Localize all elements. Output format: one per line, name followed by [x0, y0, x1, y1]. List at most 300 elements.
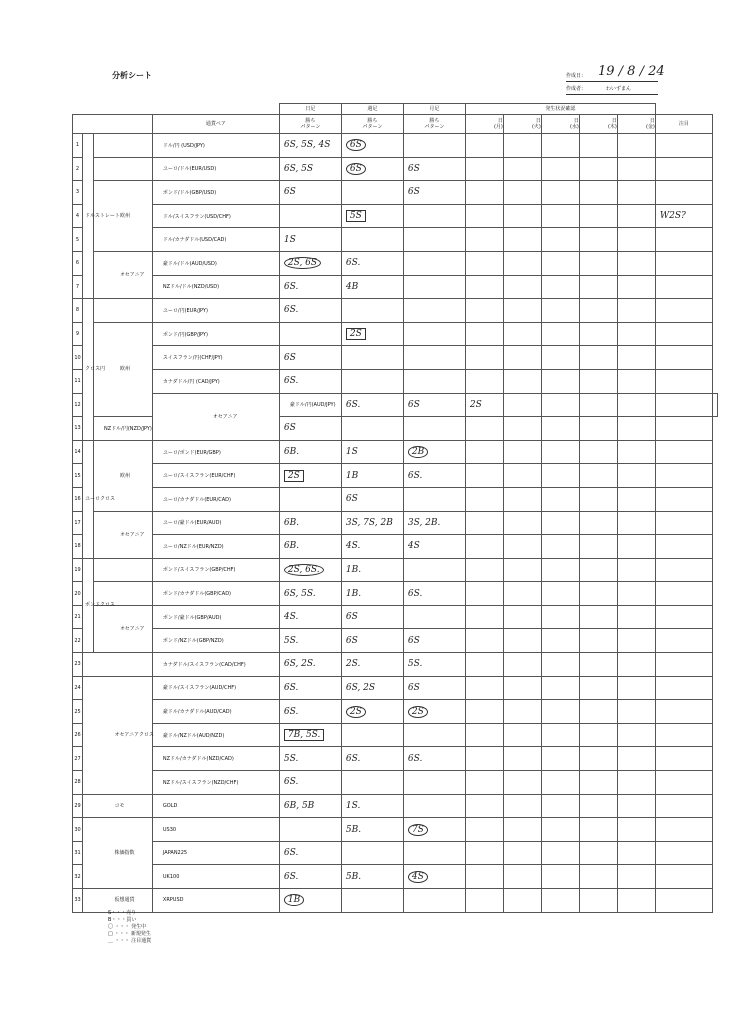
pattern-value: 6S.: [283, 281, 299, 292]
status-day-cell: [465, 818, 503, 842]
note-cell: [655, 653, 712, 677]
status-day-cell: [617, 535, 655, 559]
row-number: 25: [73, 700, 83, 724]
note-cell: [712, 393, 717, 417]
note-cell: [655, 889, 712, 913]
monthly-pattern-cell: [403, 299, 465, 323]
pattern-value: 1S: [345, 447, 358, 458]
monthly-pattern-header: 勝ち パターン: [403, 115, 465, 134]
note-cell: [655, 700, 712, 724]
status-day-cell: [465, 771, 503, 795]
status-day-cell: [579, 723, 617, 747]
pattern-value: 5S: [346, 210, 366, 222]
monthly-pattern-cell: [403, 747, 465, 771]
status-day-cell: [579, 558, 617, 582]
currency-pair: ポンド/カナダドル(GBP/CAD): [152, 582, 279, 606]
group-label: [83, 889, 153, 913]
row-number: 21: [73, 605, 83, 629]
pattern-value: 6B.: [283, 541, 300, 552]
status-day-cell: [465, 251, 503, 275]
status-day-cell: [541, 535, 579, 559]
status-day-cell: [617, 134, 655, 158]
group-label-text: ポンドクロス: [85, 602, 115, 609]
pattern-value: 2S: [346, 328, 366, 340]
pattern-value: 6S: [283, 423, 296, 434]
note-cell: [655, 747, 712, 771]
created-date-line: [566, 81, 658, 82]
status-day-cell: [541, 511, 579, 535]
pattern-value: 2S: [284, 470, 304, 482]
row-number: 18: [73, 535, 83, 559]
monthly-pattern-cell: [403, 251, 465, 275]
status-day-cell: [503, 181, 541, 205]
monthly-pattern-cell: [403, 723, 465, 747]
status-day-cell: [541, 157, 579, 181]
pattern-value: 6S.: [345, 753, 361, 764]
status-day-cell: [579, 322, 617, 346]
currency-pair: GOLD: [152, 794, 279, 818]
weekly-pattern-cell: [341, 134, 403, 158]
status-day-cell: [503, 794, 541, 818]
status-day-cell: [541, 134, 579, 158]
status-day-cell: [617, 299, 655, 323]
pattern-value: 6S.: [407, 753, 423, 764]
legend-square: □ ・・・ 新規発生: [108, 931, 151, 937]
pattern-value: 6S: [345, 612, 358, 623]
status-day-cell: [465, 841, 503, 865]
row-number: 20: [73, 582, 83, 606]
row-number: 3: [73, 181, 83, 205]
status-day-cell: [465, 157, 503, 181]
pattern-value: 2S, 6S: [284, 257, 321, 269]
status-day-cell: [541, 629, 579, 653]
subgroup-label-text: オセアニア: [119, 272, 145, 279]
status-day-cell: [503, 558, 541, 582]
row-number: 26: [73, 723, 83, 747]
currency-pair: ユーロ/カナダドル(EUR/CAD): [152, 487, 279, 511]
note-cell: [655, 558, 712, 582]
status-day-cell: [541, 393, 579, 417]
weekly-pattern-header: 勝ち パターン: [341, 115, 403, 134]
pattern-value: 6S.: [407, 470, 423, 481]
subgroup-empty: [94, 299, 153, 323]
note-cell: [655, 841, 712, 865]
note-cell: W2S?: [655, 204, 712, 228]
daily-pattern-cell: [279, 251, 341, 275]
currency-pair: XRPUSD: [152, 889, 279, 913]
subgroup-label-text: オセアニア: [119, 531, 145, 538]
pattern-value: 6S.: [283, 706, 299, 717]
monthly-pattern-cell: [403, 794, 465, 818]
note-cell: [655, 605, 712, 629]
status-day-cell: [465, 794, 503, 818]
note-cell: [655, 299, 712, 323]
monthly-pattern-cell: [403, 582, 465, 606]
weekly-pattern-cell: [341, 818, 403, 842]
currency-pair: ユーロ/ポンド(EUR/GBP): [152, 440, 279, 464]
status-day-cell: [617, 251, 655, 275]
note-cell: [655, 487, 712, 511]
group-label: [83, 558, 115, 652]
pattern-value: 4B: [345, 281, 359, 292]
author-label: 作成者：: [566, 86, 587, 92]
pattern-value: 6S: [407, 682, 420, 693]
note-cell: [655, 134, 712, 158]
daily-header: 日足: [279, 104, 341, 115]
daily-pattern-cell: [279, 511, 341, 535]
status-day-cell: [465, 322, 503, 346]
weekly-pattern-cell: [341, 794, 403, 818]
subgroup-empty: [94, 558, 153, 582]
monthly-pattern-cell: [403, 464, 465, 488]
pattern-value: 5S.: [283, 753, 299, 764]
status-day-cell: [579, 228, 617, 252]
daily-pattern-cell: [279, 299, 341, 323]
monthly-pattern-cell: [403, 865, 465, 889]
note-header: 注目: [655, 115, 712, 134]
group-label-text: ドルストレート: [85, 213, 120, 220]
group-label: [83, 676, 153, 794]
currency-pair: 豪ドル/円(AUD/JPY): [279, 393, 341, 417]
status-day-cell: [579, 440, 617, 464]
weekly-pattern-cell: [341, 440, 403, 464]
pattern-value: 6S: [345, 635, 358, 646]
status-day-cell: [579, 771, 617, 795]
status-day-cell: [617, 865, 655, 889]
monthly-pattern-cell: [403, 771, 465, 795]
status-day-cell: [617, 794, 655, 818]
status-day-cell: [579, 818, 617, 842]
status-day-cell: [465, 181, 503, 205]
status-day-cell: [465, 629, 503, 653]
weekly-pattern-cell: [341, 369, 403, 393]
row-number: 6: [73, 251, 83, 275]
legend-sell: S・・・売り: [108, 910, 137, 916]
status-day-cell: [465, 889, 503, 913]
day-wed-header: 日 (水): [541, 115, 579, 134]
status-day-cell: [617, 818, 655, 842]
currency-pair: 豪ドル/スイスフラン(AUD/CHF): [152, 676, 279, 700]
status-day-cell: [465, 865, 503, 889]
weekly-pattern-cell: [341, 841, 403, 865]
status-day-cell: [503, 511, 541, 535]
status-day-cell: [541, 417, 579, 441]
status-day-cell: [503, 228, 541, 252]
monthly-pattern-cell: [403, 134, 465, 158]
group-label-text: 仮想通貨: [114, 897, 135, 904]
pattern-value: 1B.: [345, 564, 362, 575]
row-number: 4: [73, 204, 83, 228]
status-day-cell: [617, 747, 655, 771]
monthly-pattern-cell: [403, 558, 465, 582]
status-day-cell: [579, 889, 617, 913]
status-day-cell: [503, 865, 541, 889]
status-day-cell: [465, 464, 503, 488]
weekly-pattern-cell: [403, 393, 465, 417]
daily-pattern-cell: [279, 228, 341, 252]
daily-pattern-cell: [279, 417, 341, 441]
currency-pair: 豪ドル/NZドル(AUD/NZD): [152, 723, 279, 747]
status-day-cell: [579, 157, 617, 181]
status-day-cell: [617, 629, 655, 653]
row-number: 22: [73, 629, 83, 653]
status-day-cell: [541, 865, 579, 889]
monthly-pattern-cell: [403, 535, 465, 559]
status-day-cell: [617, 558, 655, 582]
subgroup-label: [94, 605, 153, 652]
status-day-cell: [465, 204, 503, 228]
monthly-pattern-cell: [403, 228, 465, 252]
status-day-cell: [541, 369, 579, 393]
status-day-cell: [579, 299, 617, 323]
row-number: 32: [73, 865, 83, 889]
status-day-cell: [617, 676, 655, 700]
daily-pattern-cell: [279, 818, 341, 842]
weekly-pattern-cell: [341, 535, 403, 559]
status-day-cell: [579, 653, 617, 677]
status-day-cell: [503, 605, 541, 629]
daily-pattern-cell: [341, 393, 403, 417]
note-cell: [655, 582, 712, 606]
author-line: [566, 94, 658, 95]
daily-pattern-cell: [279, 771, 341, 795]
status-day-cell: [579, 511, 617, 535]
status-day-cell: [541, 605, 579, 629]
note-cell: [655, 275, 712, 299]
currency-pair: ドル/スイスフラン(USD/CHF): [152, 204, 279, 228]
row-number: 28: [73, 771, 83, 795]
status-day-cell: [503, 299, 541, 323]
monthly-pattern-cell: [403, 181, 465, 205]
monthly-pattern-cell: [403, 653, 465, 677]
currency-pair: ドル/カナダドル(USD/CAD): [152, 228, 279, 252]
note-cell: [655, 440, 712, 464]
status-day-cell: [541, 889, 579, 913]
daily-pattern-cell: [279, 865, 341, 889]
status-day-cell: [655, 393, 712, 417]
weekly-pattern-cell: [341, 157, 403, 181]
subgroup-empty: [94, 157, 153, 181]
group-label-text: オセアニアクロス: [114, 732, 154, 739]
status-day-cell: [465, 605, 503, 629]
note-cell: [655, 157, 712, 181]
status-day-cell: [503, 747, 541, 771]
status-day-cell: [465, 747, 503, 771]
pattern-value: 2S.: [345, 659, 361, 670]
status-day-cell: [617, 464, 655, 488]
pattern-value: 6S: [283, 187, 296, 198]
subgroup-label-text: オセアニア: [119, 625, 145, 632]
status-day-cell: [541, 299, 579, 323]
status-day-cell: [541, 841, 579, 865]
pattern-value: 3S, 2B.: [407, 517, 441, 528]
legend-buy: B・・・買い: [108, 917, 137, 923]
daily-pattern-cell: [279, 181, 341, 205]
status-day-cell: [617, 700, 655, 724]
monthly-pattern-cell: [403, 700, 465, 724]
status-day-cell: [465, 487, 503, 511]
subgroup-label: [152, 393, 279, 440]
status-day-cell: [503, 535, 541, 559]
pattern-value: 1B: [345, 470, 359, 481]
pattern-value: 2S, 6S.: [284, 564, 324, 576]
currency-pair: ユーロ/円(EUR/JPY): [152, 299, 279, 323]
status-day-cell: [541, 181, 579, 205]
status-day-cell: [617, 369, 655, 393]
created-date-label: 作成日：: [566, 73, 587, 79]
status-day-cell: [579, 582, 617, 606]
note-cell: [655, 676, 712, 700]
row-number: 16: [73, 487, 83, 511]
currency-pair: ユーロ/豪ドル(EUR/AUD): [152, 511, 279, 535]
note-cell: [655, 464, 712, 488]
status-day-cell: [465, 676, 503, 700]
status-day-cell: [503, 582, 541, 606]
daily-pattern-cell: [279, 653, 341, 677]
note-cell: [655, 369, 712, 393]
pattern-value: 6S, 5S.: [283, 588, 316, 599]
pattern-value: 6S, 5S, 4S: [283, 140, 331, 151]
monthly-pattern-cell: [403, 322, 465, 346]
status-day-cell: [579, 865, 617, 889]
daily-pattern-cell: [279, 629, 341, 653]
currency-pair: US30: [152, 818, 279, 842]
status-day-cell: [617, 511, 655, 535]
weekly-pattern-cell: [341, 558, 403, 582]
currency-pair: ポンド/円(GBP/JPY): [152, 322, 279, 346]
status-day-cell: [617, 181, 655, 205]
pattern-value: 4S: [408, 871, 428, 883]
weekly-pattern-cell: [341, 771, 403, 795]
weekly-pattern-cell: [341, 346, 403, 370]
status-day-cell: [541, 464, 579, 488]
status-day-cell: [541, 700, 579, 724]
status-day-cell: [541, 440, 579, 464]
row-number: 30: [73, 818, 83, 842]
row-number: 8: [73, 299, 83, 323]
day-fri-header: 日 (金): [617, 115, 655, 134]
row-number: 7: [73, 275, 83, 299]
monthly-pattern-cell: [403, 440, 465, 464]
weekly-pattern-cell: [341, 299, 403, 323]
status-day-cell: [617, 605, 655, 629]
monthly-pattern-cell: [403, 275, 465, 299]
group-label: [83, 440, 116, 558]
pattern-value: 6S.: [345, 258, 361, 269]
row-number: 19: [73, 558, 83, 582]
weekly-pattern-cell: [341, 511, 403, 535]
pattern-value: 6S.: [283, 305, 299, 316]
daily-pattern-cell: [279, 535, 341, 559]
row-number: 14: [73, 440, 83, 464]
pattern-value: 2B: [408, 446, 428, 458]
monthly-pattern-cell: [403, 889, 465, 913]
note-cell: [655, 322, 712, 346]
pattern-value: 2S: [346, 706, 366, 718]
monthly-pattern-cell: [403, 605, 465, 629]
weekly-pattern-cell: [341, 582, 403, 606]
weekly-pattern-cell: [341, 605, 403, 629]
currency-pair: NZドル/スイスフラン(NZD/CHF): [152, 771, 279, 795]
status-day-cell: [541, 204, 579, 228]
status-day-cell: [503, 464, 541, 488]
status-day-cell: [503, 771, 541, 795]
status-day-cell: [503, 440, 541, 464]
status-day-cell: [541, 723, 579, 747]
status-day-cell: [617, 275, 655, 299]
status-day-cell: [465, 228, 503, 252]
status-day-cell: [465, 369, 503, 393]
note-cell: [655, 181, 712, 205]
status-day-cell: [503, 275, 541, 299]
status-day-cell: [579, 275, 617, 299]
status-day-cell: [503, 157, 541, 181]
group-label-text: ユーロクロス: [85, 496, 116, 503]
daily-pattern-cell: [279, 700, 341, 724]
status-day-cell: [617, 440, 655, 464]
pattern-value: 2S: [469, 399, 482, 410]
group-label-text: クロス円: [85, 366, 106, 373]
weekly-pattern-cell: [341, 700, 403, 724]
status-day-cell: [617, 322, 655, 346]
currency-pair: NZドル/円(NZD/JPY): [94, 417, 153, 441]
status-day-cell: [503, 487, 541, 511]
status-day-cell: [465, 700, 503, 724]
status-day-cell: [503, 723, 541, 747]
pattern-value: 6S, 5S: [283, 163, 314, 174]
daily-pattern-cell: [279, 275, 341, 299]
pattern-value: 6S: [346, 163, 366, 175]
status-day-cell: [579, 134, 617, 158]
daily-pattern-cell: [279, 204, 341, 228]
status-day-cell: [617, 841, 655, 865]
daily-pattern-cell: [279, 723, 341, 747]
status-day-cell: [617, 582, 655, 606]
status-day-cell: [541, 487, 579, 511]
status-day-cell: [465, 275, 503, 299]
pattern-value: 6S.: [345, 399, 361, 410]
pattern-value: 5B.: [345, 824, 362, 835]
monthly-pattern-cell: [403, 346, 465, 370]
note-cell: [655, 228, 712, 252]
group-label: [83, 794, 153, 818]
note-cell: [655, 511, 712, 535]
author-value: わいずまん: [606, 86, 632, 92]
row-number: 24: [73, 676, 83, 700]
status-header: 発生状況確認: [465, 104, 655, 115]
pattern-value: 6S: [346, 139, 366, 151]
pattern-value: 5B.: [345, 871, 362, 882]
monthly-pattern-cell: [403, 204, 465, 228]
daily-pattern-cell: [279, 134, 341, 158]
pattern-value: 6S, 2S: [345, 682, 376, 693]
status-day-cell: [503, 818, 541, 842]
pattern-value: 1S.: [345, 800, 361, 811]
row-number: 27: [73, 747, 83, 771]
status-day-cell: [541, 558, 579, 582]
status-day-cell: [503, 346, 541, 370]
legend-circle: 〇 ・・・ 発生中: [108, 924, 147, 930]
weekly-pattern-cell: [341, 417, 403, 441]
row-number: 5: [73, 228, 83, 252]
status-day-cell: [465, 417, 503, 441]
row-number: 12: [73, 393, 83, 417]
daily-pattern-cell: [279, 605, 341, 629]
pattern-value: 6S.: [283, 871, 299, 882]
pattern-value: 5S.: [407, 659, 423, 670]
status-day-cell: [503, 841, 541, 865]
subgroup-label-text: 欧州: [119, 213, 130, 220]
